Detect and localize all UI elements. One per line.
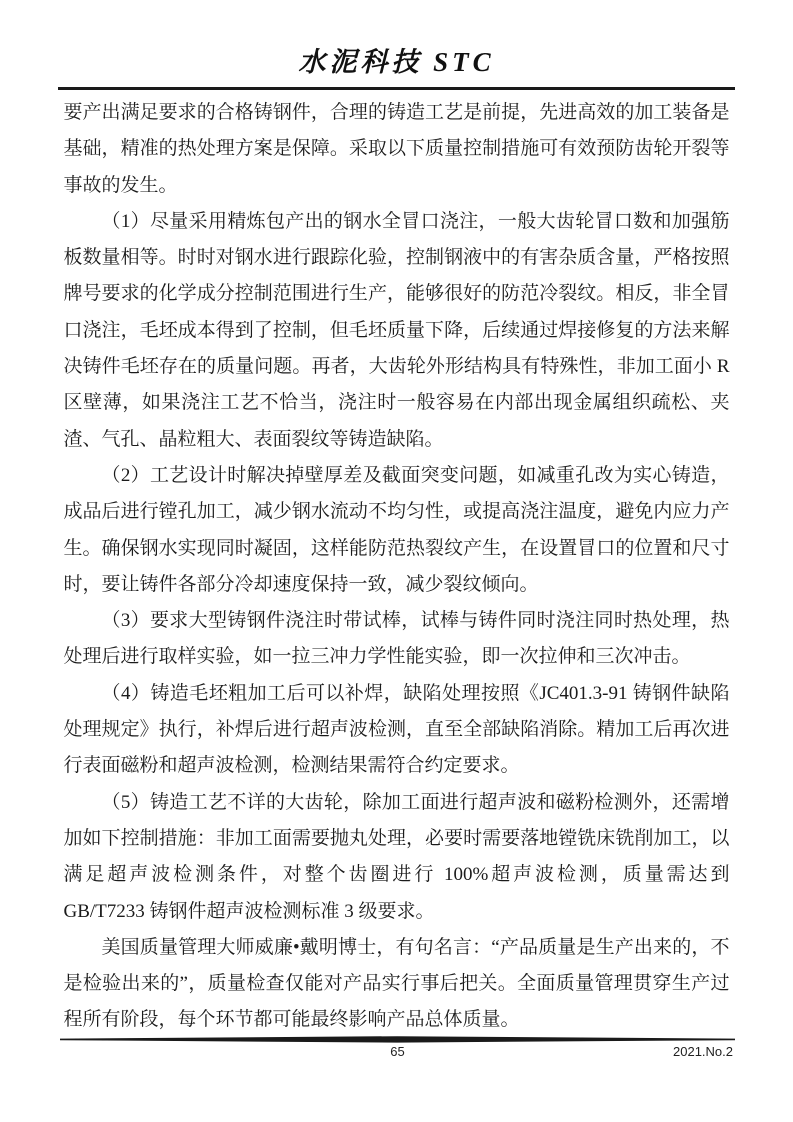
body-paragraph-item-1: （1）尽量采用精炼包产出的钢水全冒口浇注，一般大齿轮冒口数和加强筋板数量相等。时时对钢水进行跟踪化验，控制钢液中的有害杂质含量，严格按照牌号要求的化学成分控制范围进行生产，能够很好的防范冷裂纹。相反，非全冒口浇注，毛坯成本得到了控制，但毛坯质量下降，后续通过焊接修复的方法来解决铸件毛坯存在的质量问题。再者，大齿轮外形结构具有特殊性，非加工面小 R 区壁薄，如果浇注工艺不恰当，浇注时一般容易在内部出现金属组织疏松、夹渣、气孔、晶粒粗大、表面裂纹等铸造缺陷。: [63, 210, 730, 450]
header-rule: [58, 87, 735, 90]
journal-title: 水泥科技 STC: [298, 47, 495, 77]
body-paragraph-closing: 美国质量管理大师威廉•戴明博士，有句名言：“产品质量是生产出来的，不是检验出来的”，质量检查仅能对产品实行事后把关。全面质量管理贯穿生产过程所有阶段，每个环节都可能最终影响产品总体质量。: [63, 936, 730, 1031]
article-body: [64, 95, 730, 1039]
body-paragraph-item-4: （4）铸造毛坯粗加工后可以补焊，缺陷处理按照《JC401.3-91 铸钢件缺陷处理规定》执行，补焊后进行超声波检测，直至全部缺陷消除。精加工后再次进行表面磁粉和超声波检测，检测结果需符合约定要求。: [63, 682, 730, 777]
issue-label: 2021.No.2: [673, 1044, 733, 1059]
footer-rule: [60, 1036, 735, 1043]
footer-row: [60, 1043, 735, 1061]
page-footer: [60, 1036, 735, 1061]
body-paragraph-item-2: （2）工艺设计时解决掉壁厚差及截面突变问题，如减重孔改为实心铸造，成品后进行镗孔加工，减少钢水流动不均匀性，或提高浇注温度，避免内应力产生。确保钢水实现同时凝固，这样能防范热裂纹产生，在设置冒口的位置和尺寸时，要让铸件各部分冷却速度保持一致，减少裂纹倾向。: [63, 464, 730, 595]
body-paragraph-item-5: （5）铸造工艺不详的大齿轮，除加工面进行超声波和磁粉检测外，还需增加如下控制措施：非加工面需要抛丸处理，必要时需要落地镗铣床铣削加工，以满足超声波检测条件，对整个齿圈进行 100%超声波检测，质量需达到 GB/T7233 铸钢件超声波检测标准 3 级要求。: [63, 791, 730, 922]
body-paragraph-intro: 要产出满足要求的合格铸钢件，合理的铸造工艺是前提，先进高效的加工装备是基础，精准的热处理方案是保障。采取以下质量控制措施可有效预防齿轮开裂等事故的发生。: [63, 102, 730, 196]
page-header: [0, 0, 793, 90]
page-number: 65: [390, 1044, 405, 1059]
body-paragraph-item-3: （3）要求大型铸钢件浇注时带试棒，试棒与铸件同时浇注同时热处理，热处理后进行取样实验，如一拉三冲力学性能实验，即一次拉伸和三次冲击。: [63, 610, 730, 668]
